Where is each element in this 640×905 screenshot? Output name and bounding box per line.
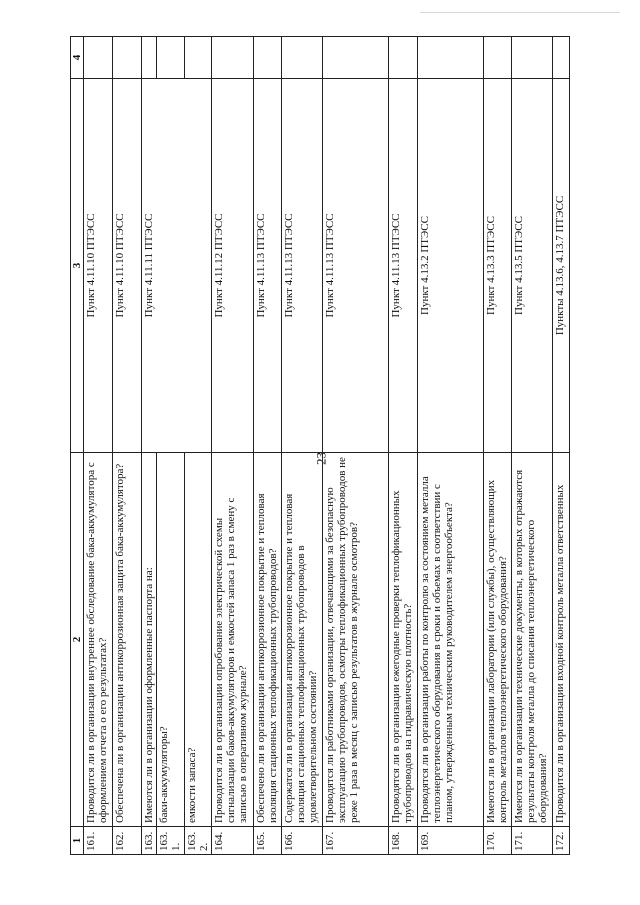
row-note (212, 37, 253, 79)
row-number: 165. (253, 827, 282, 855)
column-header: 2 (71, 453, 84, 827)
table-row (323, 37, 389, 855)
table-row (483, 37, 512, 855)
row-number: 167. (323, 827, 389, 855)
row-reference: Пункт 4.11.13 ПТЭСС (389, 79, 418, 453)
row-number: 162. (112, 827, 141, 855)
row-note (389, 37, 418, 79)
scan-artifact-line (420, 12, 620, 13)
row-note (553, 37, 570, 79)
row-number: 170. (483, 827, 512, 855)
row-question: Обеспечено ли в организации антикоррозионное покрытие и тепловая изоляция стационных теплофикационных трубопроводов? (253, 453, 282, 827)
row-number: 163.2. (184, 827, 212, 855)
checklist-table (70, 36, 570, 855)
row-question: Проводится ли в организации внутреннее обследование бака-аккумулятора с оформлением отчета о его результатах? (84, 453, 113, 827)
row-note (512, 37, 553, 79)
row-question: Обеспечена ли в организации антикоррозионная защита бака-аккумулятора? (112, 453, 141, 827)
row-number: 168. (389, 827, 418, 855)
row-reference: Пункт 4.11.10 ПТЭСС (84, 79, 113, 453)
column-header: 3 (71, 79, 84, 453)
row-note (417, 37, 483, 79)
row-question: Проводится ли в организации входной контроль металла ответственных (553, 453, 570, 827)
row-reference: Пункт 4.11.10 ПТЭСС (112, 79, 141, 453)
table-row (282, 37, 323, 855)
row-question: баки-аккумуляторы? (156, 453, 184, 827)
row-reference: Пункт 4.13.2 ПТЭСС (417, 79, 483, 453)
row-question: Имеются ли в организации технические документы, в которых отражаются результаты контроля металла до списания теплоэнергетического оборудования? (512, 453, 553, 827)
row-reference: Пункты 4.13.6, 4.13.7 ПТЭСС (553, 79, 570, 453)
row-number: 164. (212, 827, 253, 855)
row-number: 163. (141, 827, 156, 855)
row-note (184, 37, 212, 79)
row-reference: Пункт 4.11.13 ПТЭСС (323, 79, 389, 453)
row-number: 161. (84, 827, 113, 855)
row-number: 163.1. (156, 827, 184, 855)
row-note (84, 37, 113, 79)
row-note (282, 37, 323, 79)
row-number: 169. (417, 827, 483, 855)
table-row (417, 37, 483, 855)
row-question: Проводятся ли работниками организации, отвечающими за безопасную эксплуатацию трубопроводов, осмотры теплофикационных трубопроводов не реже 1 раза в месяц с записью результатов в журнале осмотров? (323, 453, 389, 827)
column-header: 4 (71, 37, 84, 79)
row-number: 172. (553, 827, 570, 855)
row-question: Проводятся ли в организации ежегодные проверки теплофикационных трубопроводов на гидравлическую плотность? (389, 453, 418, 827)
row-note (483, 37, 512, 79)
table-row (212, 37, 253, 855)
page-number: 23 (313, 452, 329, 465)
row-reference: Пункт 4.11.12 ПТЭСС (212, 79, 253, 453)
row-question: Проводится ли в организации опробование электрической схемы сигнализации баков-аккумуляторов и емкостей запаса 1 раз в смену с записью в оперативном журнале? (212, 453, 253, 827)
column-header: 1 (71, 827, 84, 855)
table-row (112, 37, 141, 855)
row-note (112, 37, 141, 79)
row-note (141, 37, 156, 79)
rotated-table-container (70, 37, 570, 855)
row-question: Проводятся ли в организации работы по контролю за состоянием металла теплоэнергетического оборудования в сроки и объемах в соответствии с планом, утвержденным техническим руководителем энергообъекта? (417, 453, 483, 827)
row-note (253, 37, 282, 79)
table-row (253, 37, 282, 855)
row-reference: Пункт 4.11.13 ПТЭСС (253, 79, 282, 453)
table-row (141, 37, 156, 855)
row-question: Имеются ли в организации лаборатории (или службы), осуществляющих контроль металлов теплоэнергетического оборудования? (483, 453, 512, 827)
table-row (84, 37, 113, 855)
row-reference: Пункт 4.11.13 ПТЭСС (282, 79, 323, 453)
row-question: Имеются ли в организации оформленные паспорта на: (141, 453, 156, 827)
row-reference: Пункт 4.13.5 ПТЭСС (512, 79, 553, 453)
row-number: 171. (512, 827, 553, 855)
row-reference: Пункт 4.13.3 ПТЭСС (483, 79, 512, 453)
row-question: емкости запаса? (184, 453, 212, 827)
row-number: 166. (282, 827, 323, 855)
row-note (156, 37, 184, 79)
table-row (512, 37, 553, 855)
header-row (71, 37, 84, 855)
row-note (323, 37, 389, 79)
row-question: Содержатся ли в организации антикоррозионное покрытие и тепловая изоляция стационных теплофикационных трубопроводов в удовлетворительном состоянии? (282, 453, 323, 827)
row-reference: Пункт 4.11.11 ПТЭСС (141, 79, 212, 453)
table-row (553, 37, 570, 855)
table-row (389, 37, 418, 855)
